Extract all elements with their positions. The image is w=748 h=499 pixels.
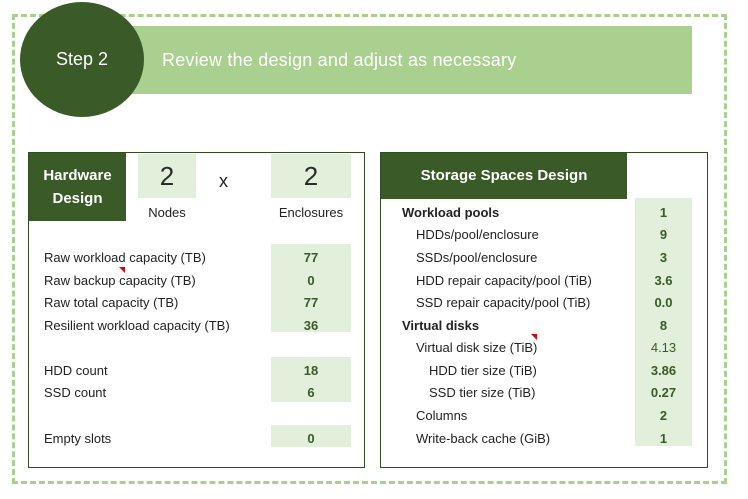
write-back-cache-value: 1 bbox=[659, 431, 668, 446]
ssds-per-pool-label: SSDs/pool/enclosure bbox=[416, 250, 538, 265]
columns-value: 2 bbox=[659, 408, 668, 423]
hdd-tier-size-value: 3.86 bbox=[650, 363, 677, 378]
virtual-disk-size-label: Virtual disk size (TiB) bbox=[416, 340, 538, 355]
ssd-repair-capacity-label: SSD repair capacity/pool (TiB) bbox=[416, 295, 591, 310]
hdd-count-label: HDD count bbox=[44, 363, 108, 378]
step-banner bbox=[128, 26, 692, 94]
storage-spaces-header: Storage Spaces Design bbox=[381, 153, 627, 199]
step-instruction: Review the design and adjust as necessary bbox=[162, 50, 517, 70]
raw-backup-capacity-value: 0 bbox=[307, 273, 315, 288]
raw-total-capacity-label: Raw total capacity (TB) bbox=[44, 295, 179, 310]
resilient-workload-capacity-value: 36 bbox=[303, 318, 319, 333]
step-label: Step 2 bbox=[55, 49, 109, 69]
hardware-design-panel bbox=[28, 152, 365, 468]
hdd-repair-capacity-label: HDD repair capacity/pool (TiB) bbox=[416, 273, 592, 288]
empty-slots-label: Empty slots bbox=[44, 431, 112, 446]
ssd-count-label: SSD count bbox=[44, 385, 107, 400]
virtual-disk-size-value: 4.13 bbox=[650, 340, 677, 355]
raw-workload-capacity-label: Raw workload capacity (TB) bbox=[44, 250, 206, 265]
hdds-per-pool-label: HDDs/pool/enclosure bbox=[416, 227, 539, 242]
ssd-repair-capacity-value: 0.0 bbox=[654, 295, 673, 310]
multiply-sign: x bbox=[219, 171, 228, 191]
virtual-disks-label: Virtual disks bbox=[402, 318, 480, 333]
hardware-design-header bbox=[29, 153, 126, 221]
write-back-cache-label: Write-back cache (GiB) bbox=[416, 431, 551, 446]
virtual-disks-value: 8 bbox=[659, 318, 668, 333]
enclosures-label: Enclosures bbox=[278, 205, 344, 220]
nodes-label: Nodes bbox=[148, 205, 186, 220]
hdd-count-value: 18 bbox=[303, 363, 319, 378]
ssd-count-value: 6 bbox=[307, 385, 315, 400]
ssds-per-pool-value: 3 bbox=[659, 250, 668, 265]
comment-indicator[interactable] bbox=[531, 334, 537, 340]
nodes-input[interactable]: 2 bbox=[138, 154, 196, 198]
workload-pools-label: Workload pools bbox=[402, 205, 500, 220]
raw-total-capacity-value: 77 bbox=[303, 295, 319, 310]
raw-workload-capacity-value: 77 bbox=[303, 250, 319, 265]
workload-pools-value: 1 bbox=[659, 205, 668, 220]
ssd-tier-size-value: 0.27 bbox=[650, 385, 677, 400]
empty-slots-value: 0 bbox=[307, 431, 315, 446]
ssd-tier-size-label: SSD tier size (TiB) bbox=[429, 385, 536, 400]
hardware-title-line2: Design bbox=[52, 190, 103, 207]
enclosures-input[interactable]: 2 bbox=[271, 154, 351, 198]
hdd-tier-size-label: HDD tier size (TiB) bbox=[429, 363, 537, 378]
storage-spaces-panel bbox=[380, 152, 708, 468]
hardware-title-line1: Hardware bbox=[43, 167, 112, 184]
comment-indicator[interactable] bbox=[119, 267, 125, 273]
resilient-workload-capacity-label: Resilient workload capacity (TB) bbox=[44, 318, 230, 333]
hdd-repair-capacity-value: 3.6 bbox=[654, 273, 673, 288]
hdds-per-pool-value: 9 bbox=[659, 227, 668, 242]
raw-backup-capacity-label: Raw backup capacity (TB) bbox=[44, 273, 196, 288]
columns-label: Columns bbox=[416, 408, 468, 423]
step-circle bbox=[20, 2, 144, 117]
